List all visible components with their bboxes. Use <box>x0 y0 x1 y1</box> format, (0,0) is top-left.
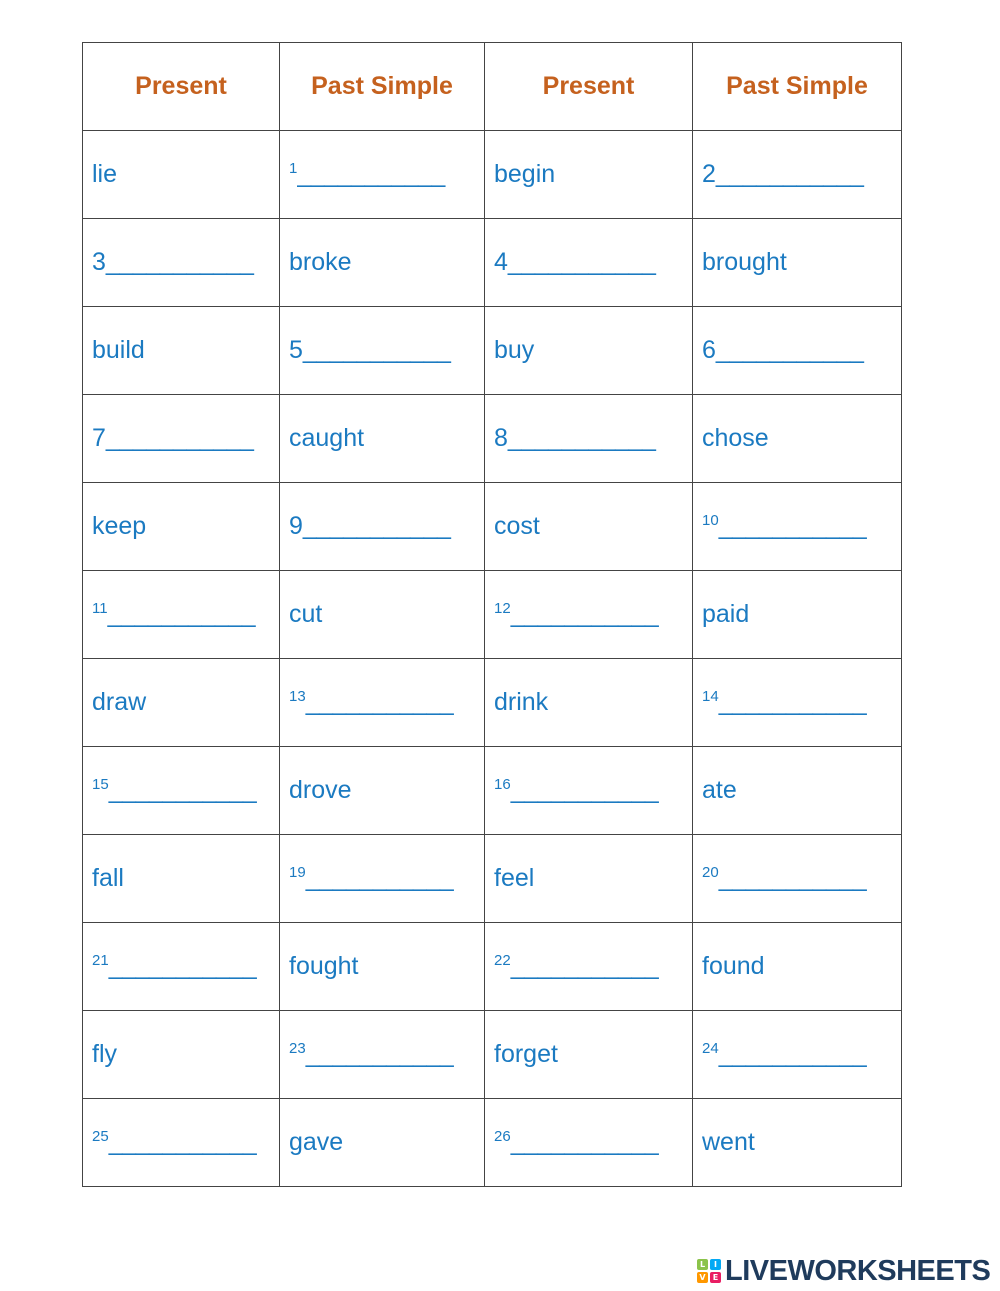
table-row <box>83 571 902 659</box>
verb-word: fought <box>289 952 359 980</box>
answer-blank[interactable] <box>702 160 863 188</box>
blank-number: 14 <box>702 688 719 705</box>
blank-line: ___________ <box>718 864 867 892</box>
blank-number: 16 <box>494 776 511 793</box>
verb-cell <box>83 835 280 923</box>
verb-cell <box>693 219 902 307</box>
answer-blank[interactable] <box>494 600 658 628</box>
answer-blank[interactable] <box>702 512 866 540</box>
verb-cell <box>280 571 485 659</box>
answer-blank[interactable] <box>289 688 453 716</box>
blank-line: ___________ <box>510 1128 659 1156</box>
blank-line: ___________ <box>305 864 454 892</box>
answer-blank-cell <box>485 1099 693 1187</box>
blank-number: 24 <box>702 1040 719 1057</box>
header-past-simple-2: Past Simple <box>693 43 902 131</box>
blank-line: ___________ <box>105 248 254 276</box>
verb-cell <box>280 923 485 1011</box>
answer-blank-cell <box>83 923 280 1011</box>
blank-line: ___________ <box>302 336 451 364</box>
verb-cell <box>693 571 902 659</box>
verb-word: ate <box>702 776 737 804</box>
verb-cell <box>83 483 280 571</box>
blank-number: 4 <box>494 248 508 276</box>
verb-cell <box>83 659 280 747</box>
blank-line: ___________ <box>510 952 659 980</box>
answer-blank[interactable] <box>92 424 253 452</box>
answer-blank-cell <box>280 835 485 923</box>
blank-number: 10 <box>702 512 719 529</box>
answer-blank[interactable] <box>494 1128 658 1156</box>
answer-blank-cell <box>83 747 280 835</box>
blank-line: ___________ <box>718 1040 867 1068</box>
verb-cell <box>693 1099 902 1187</box>
blank-number: 15 <box>92 776 109 793</box>
blank-line: ___________ <box>718 688 867 716</box>
verb-cell <box>83 131 280 219</box>
verb-word: cut <box>289 600 323 628</box>
blank-line: ___________ <box>108 952 257 980</box>
verb-word: forget <box>494 1040 558 1068</box>
answer-blank[interactable] <box>702 1040 866 1068</box>
verb-word: feel <box>494 864 535 892</box>
answer-blank[interactable] <box>494 424 655 452</box>
blank-line: ___________ <box>507 424 656 452</box>
verb-cell <box>485 483 693 571</box>
blank-line: ___________ <box>108 1128 257 1156</box>
blank-number: 5 <box>289 336 303 364</box>
blank-number: 22 <box>494 952 511 969</box>
verb-word: cost <box>494 512 540 540</box>
verb-cell <box>485 131 693 219</box>
blank-number: 20 <box>702 864 719 881</box>
header-past-simple-1: Past Simple <box>280 43 485 131</box>
verb-word: broke <box>289 248 352 276</box>
blank-line: ___________ <box>305 688 454 716</box>
blank-line: ___________ <box>302 512 451 540</box>
table-row <box>83 1099 902 1187</box>
blank-line: ___________ <box>507 248 656 276</box>
blank-number: 12 <box>494 600 511 617</box>
verb-cell <box>280 219 485 307</box>
logo-mark-square: E <box>710 1272 721 1283</box>
answer-blank-cell <box>83 219 280 307</box>
blank-number: 26 <box>494 1128 511 1145</box>
answer-blank-cell <box>280 483 485 571</box>
blank-line: ___________ <box>108 776 257 804</box>
table-row <box>83 923 902 1011</box>
verb-word: lie <box>92 160 118 188</box>
verb-word: drove <box>289 776 352 804</box>
logo-mark-icon <box>697 1259 721 1283</box>
table-row <box>83 483 902 571</box>
verb-cell <box>693 395 902 483</box>
answer-blank[interactable] <box>702 688 866 716</box>
answer-blank-cell <box>693 307 902 395</box>
table-row <box>83 219 902 307</box>
blank-number: 8 <box>494 424 508 452</box>
answer-blank-cell <box>693 1011 902 1099</box>
verb-word: went <box>702 1128 755 1156</box>
answer-blank-cell <box>83 1099 280 1187</box>
verb-cell <box>693 747 902 835</box>
verb-cell <box>83 1011 280 1099</box>
answer-blank-cell <box>693 835 902 923</box>
blank-number: 1 <box>289 160 298 177</box>
verb-table <box>82 42 902 1187</box>
blank-number: 3 <box>92 248 106 276</box>
blank-line: ___________ <box>715 160 864 188</box>
verb-cell <box>83 307 280 395</box>
verb-word: found <box>702 952 765 980</box>
blank-number: 6 <box>702 336 716 364</box>
answer-blank-cell <box>485 923 693 1011</box>
verb-word: fall <box>92 864 124 892</box>
logo-text: LIVEWORKSHEETS <box>725 1254 991 1287</box>
answer-blank-cell <box>280 131 485 219</box>
blank-line: ___________ <box>107 600 256 628</box>
answer-blank[interactable] <box>289 864 453 892</box>
answer-blank-cell <box>693 659 902 747</box>
blank-number: 19 <box>289 864 306 881</box>
logo-mark-square: L <box>697 1259 708 1270</box>
answer-blank[interactable] <box>92 1128 256 1156</box>
answer-blank[interactable] <box>92 952 256 980</box>
verb-word: paid <box>702 600 750 628</box>
verb-word: chose <box>702 424 769 452</box>
blank-number: 25 <box>92 1128 109 1145</box>
blank-line: ___________ <box>105 424 254 452</box>
answer-blank[interactable] <box>494 248 655 276</box>
answer-blank[interactable] <box>92 600 255 628</box>
blank-number: 7 <box>92 424 106 452</box>
verb-word: caught <box>289 424 365 452</box>
verb-word: drink <box>494 688 549 716</box>
blank-line: ___________ <box>718 512 867 540</box>
verb-cell <box>485 835 693 923</box>
verb-cell <box>280 1099 485 1187</box>
answer-blank-cell <box>280 307 485 395</box>
answer-blank-cell <box>693 483 902 571</box>
blank-number: 11 <box>92 600 108 617</box>
verb-cell <box>280 747 485 835</box>
answer-blank[interactable] <box>289 336 450 364</box>
verb-cell <box>280 395 485 483</box>
verb-cell <box>693 923 902 1011</box>
table-row <box>83 659 902 747</box>
blank-number: 13 <box>289 688 306 705</box>
table-body <box>83 131 902 1187</box>
answer-blank-cell <box>485 395 693 483</box>
blank-line: ___________ <box>510 776 659 804</box>
verb-word: build <box>92 336 145 364</box>
verb-word: gave <box>289 1128 344 1156</box>
blank-number: 23 <box>289 1040 306 1057</box>
blank-line: ___________ <box>715 336 864 364</box>
table-row <box>83 307 902 395</box>
table-row <box>83 747 902 835</box>
answer-blank-cell <box>83 395 280 483</box>
blank-number: 2 <box>702 160 716 188</box>
answer-blank[interactable] <box>702 336 863 364</box>
answer-blank[interactable] <box>494 776 658 804</box>
blank-line: ___________ <box>297 160 445 188</box>
answer-blank-cell <box>280 1011 485 1099</box>
verb-word: begin <box>494 160 556 188</box>
verb-word: brought <box>702 248 787 276</box>
answer-blank[interactable] <box>494 952 658 980</box>
verb-word: fly <box>92 1040 117 1068</box>
table-row <box>83 131 902 219</box>
verb-cell <box>485 307 693 395</box>
blank-number: 9 <box>289 512 303 540</box>
logo-mark-square: V <box>697 1272 708 1283</box>
answer-blank-cell <box>280 659 485 747</box>
answer-blank[interactable] <box>289 160 445 188</box>
table-row <box>83 1011 902 1099</box>
table-row <box>83 395 902 483</box>
header-present-2: Present <box>485 43 693 131</box>
answer-blank[interactable] <box>92 248 253 276</box>
answer-blank[interactable] <box>289 1040 453 1068</box>
logo-mark-square: I <box>710 1259 721 1270</box>
answer-blank-cell <box>485 747 693 835</box>
blank-number: 21 <box>92 952 109 969</box>
blank-line: ___________ <box>305 1040 454 1068</box>
liveworksheets-logo <box>697 1254 991 1287</box>
verb-word: keep <box>92 512 147 540</box>
answer-blank[interactable] <box>92 776 256 804</box>
answer-blank-cell <box>693 131 902 219</box>
verb-word: buy <box>494 336 535 364</box>
verb-word: draw <box>92 688 147 716</box>
answer-blank[interactable] <box>289 512 450 540</box>
header-row <box>83 43 902 131</box>
header-present-1: Present <box>83 43 280 131</box>
table-row <box>83 835 902 923</box>
blank-line: ___________ <box>510 600 659 628</box>
verb-cell <box>485 1011 693 1099</box>
answer-blank[interactable] <box>702 864 866 892</box>
answer-blank-cell <box>485 219 693 307</box>
answer-blank-cell <box>485 571 693 659</box>
answer-blank-cell <box>83 571 280 659</box>
verb-cell <box>485 659 693 747</box>
